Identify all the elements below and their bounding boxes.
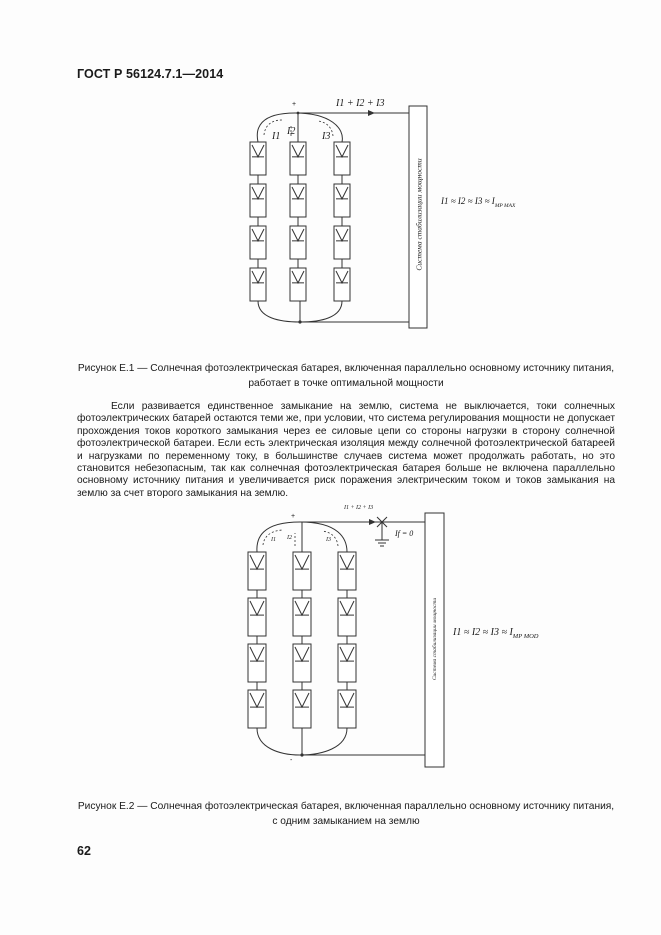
body-paragraph: Если развивается единственное замыкание на землю, система не выключается, токи солнечных фотоэлектрических батарей остаются теми же, при условии, что система регулирования мощности не допускает прохождения токов короткого замыкания через ее силовые цепи со стороны нагрузки в сторону солнечной фотоэлектрической батареи. Если есть электрическая изоляция между солнечной фотоэлектрической батареей и нагрузками по переменному току, в большинстве случаев система может продолжать работать, но это становится небезопасным, так как солнечная фотоэлектрическая батарея больше не включена параллельно основному источнику питания и увеличивается риск поражения электрическим током и токов замыкания на землю за счет второго замыкания на землю. [77,401,615,499]
figure-2-string-label-1: I1 [271,537,276,543]
figure-2-caption: Рисунок Е.2 — Солнечная фотоэлектрическая батарея, включенная параллельно основному источнику питания, с одним замыканием на землю [77,801,615,827]
figure-2-top-label: I1 + I2 + I3 [344,505,374,511]
figure-2-pv-module [338,552,356,590]
figure-2-pv-module [293,552,311,590]
figure-2-pv-module [338,690,356,728]
figure-1-plus: + [292,101,297,108]
figure-2-string-label-3: I3 [326,537,331,543]
figure-2-pv-module [293,598,311,636]
figure-1-string-label-3: I3 [322,131,331,142]
figure-2-pv-module [293,690,311,728]
figure-2-pv-module [248,644,266,682]
figure-2-pv-module [293,644,311,682]
figure-2-plus: + [291,513,296,520]
figure-2-fault-label: If = 0 [395,529,414,538]
figure-1-string-label-2: I2 [287,126,296,137]
figure-2-equation: $I1 \approx I2 \approx I3 \approx I_{MP MOD}$ [453,627,539,640]
figure-2-pv-module [248,598,266,636]
figure-2-string-label-2: I2 [287,535,292,541]
figure-2-pv-module [338,598,356,636]
figure-1-equation: $I1 \approx I2 \approx I3 \approx I_{MP MAX}$ [441,196,516,209]
figure-2-minus: - [290,757,293,764]
figure-2-pv-module [248,690,266,728]
figure-1-box-label: Система стабилизации мощности [414,158,424,271]
figure-2-box-label: Система стабилизации мощности [432,597,438,681]
document-header: ГОСТ Р 56124.7.1—2014 [77,67,224,81]
figure-2-pv-module [248,552,266,590]
figure-2-pv-module [338,644,356,682]
figure-1-top-label: I1 + I2 + I3 [336,98,385,109]
figure-1-string-label-1: I1 [272,131,281,142]
page-number: 62 [77,844,91,858]
figure-1-caption: Рисунок Е.1 — Солнечная фотоэлектрическая батарея, включенная параллельно основному источнику питания, работает в точке оптимальной мощности [77,363,615,389]
